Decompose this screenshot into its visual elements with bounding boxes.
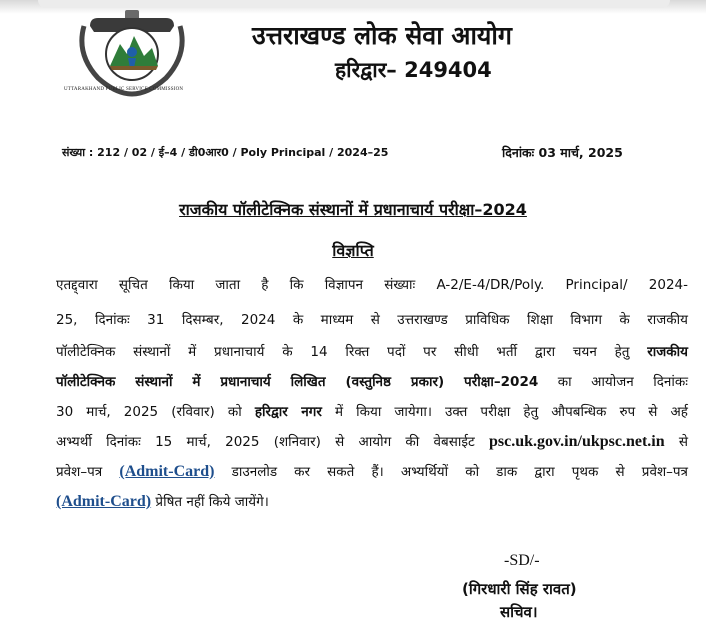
body-text: डाउनलोड कर सकते हैं। अभ्यर्थियों को डाक द्वारा पृथक से प्रवेश–पत्र — [231, 464, 689, 480]
notice-date: दिनांकः 03 मार्च, 2025 — [502, 145, 623, 160]
body-text: 30 मार्च, 2025 (रविवार) को — [56, 404, 242, 420]
body-text: में किया जायेगा। उक्त परीक्षा हेतु औपबन्धिक रुप से अर्ह — [334, 404, 688, 420]
body-line-8 — [56, 492, 688, 511]
exam-venue: हरिद्वार नगर — [254, 404, 322, 420]
body-line-6 — [56, 432, 688, 451]
organization-city: हरिद्वार– 249404 — [335, 58, 492, 82]
body-text: प्रवेश–पत्र — [56, 464, 103, 480]
signed-mark: -SD/- — [504, 552, 540, 569]
body-text: पॉलीटेक्निक संस्थानों में प्रधानाचार्य के 14 रिक्त पदों पर सीधी भर्ती द्वारा चयन हेतु — [56, 344, 630, 360]
signatory-designation: सचिव। — [500, 603, 538, 621]
body-text: प्रेषित नहीं किये जायेंगे। — [155, 494, 269, 510]
signatory-name: (गिरधारी सिंह रावत) — [462, 580, 577, 598]
body-line-1: एतद्द्वारा सूचित किया जाता है कि विज्ञापन संख्याः A-2/E-4/DR/Poly. Principal/ 2024- — [56, 277, 688, 293]
admit-card-link[interactable]: (Admit-Card) — [119, 463, 215, 480]
admit-card-link[interactable]: (Admit-Card) — [56, 493, 152, 510]
body-text: का आयोजन दिनांकः — [557, 374, 688, 390]
body-line-2: 25, दिनांकः 31 दिसम्बर, 2024 के माध्यम से उत्तराखण्ड प्राविधिक शिक्षा विभाग के राजकीय — [56, 312, 688, 328]
body-line-7 — [56, 462, 688, 481]
body-text: अभ्यर्थी दिनांकः 15 मार्च, 2025 (शनिवार) से आयोग की वेबसाईट — [56, 434, 475, 450]
body-line-3 — [56, 342, 688, 360]
body-line-4 — [56, 372, 688, 390]
exam-name: पॉलीटेक्निक संस्थानों में प्रधानाचार्य लिखित (वस्तुनिष्ठ प्रकार) परीक्षा–2024 — [56, 374, 539, 390]
organization-name: उत्तराखण्ड लोक सेवा आयोग — [252, 21, 512, 50]
body-line-5 — [56, 402, 688, 420]
reference-number: संख्या : 212 / 02 / ई–4 / डी0आर0 / Poly Principal / 2024–25 — [62, 146, 389, 159]
commission-emblem-icon — [72, 4, 192, 98]
body-bold-text: राजकीय — [647, 344, 688, 360]
notice-title: विज्ञप्ति — [332, 241, 374, 260]
body-text: से — [678, 434, 689, 450]
website-text: psc.uk.gov.in/ukpsc.net.in — [489, 433, 665, 450]
subject-heading: राजकीय पॉलीटेक्निक संस्थानों में प्रधानाचार्य परीक्षा–2024 — [179, 200, 527, 219]
logo-caption: UTTARAKHAND PUBLIC SERVICE COMMISSION — [64, 87, 184, 92]
